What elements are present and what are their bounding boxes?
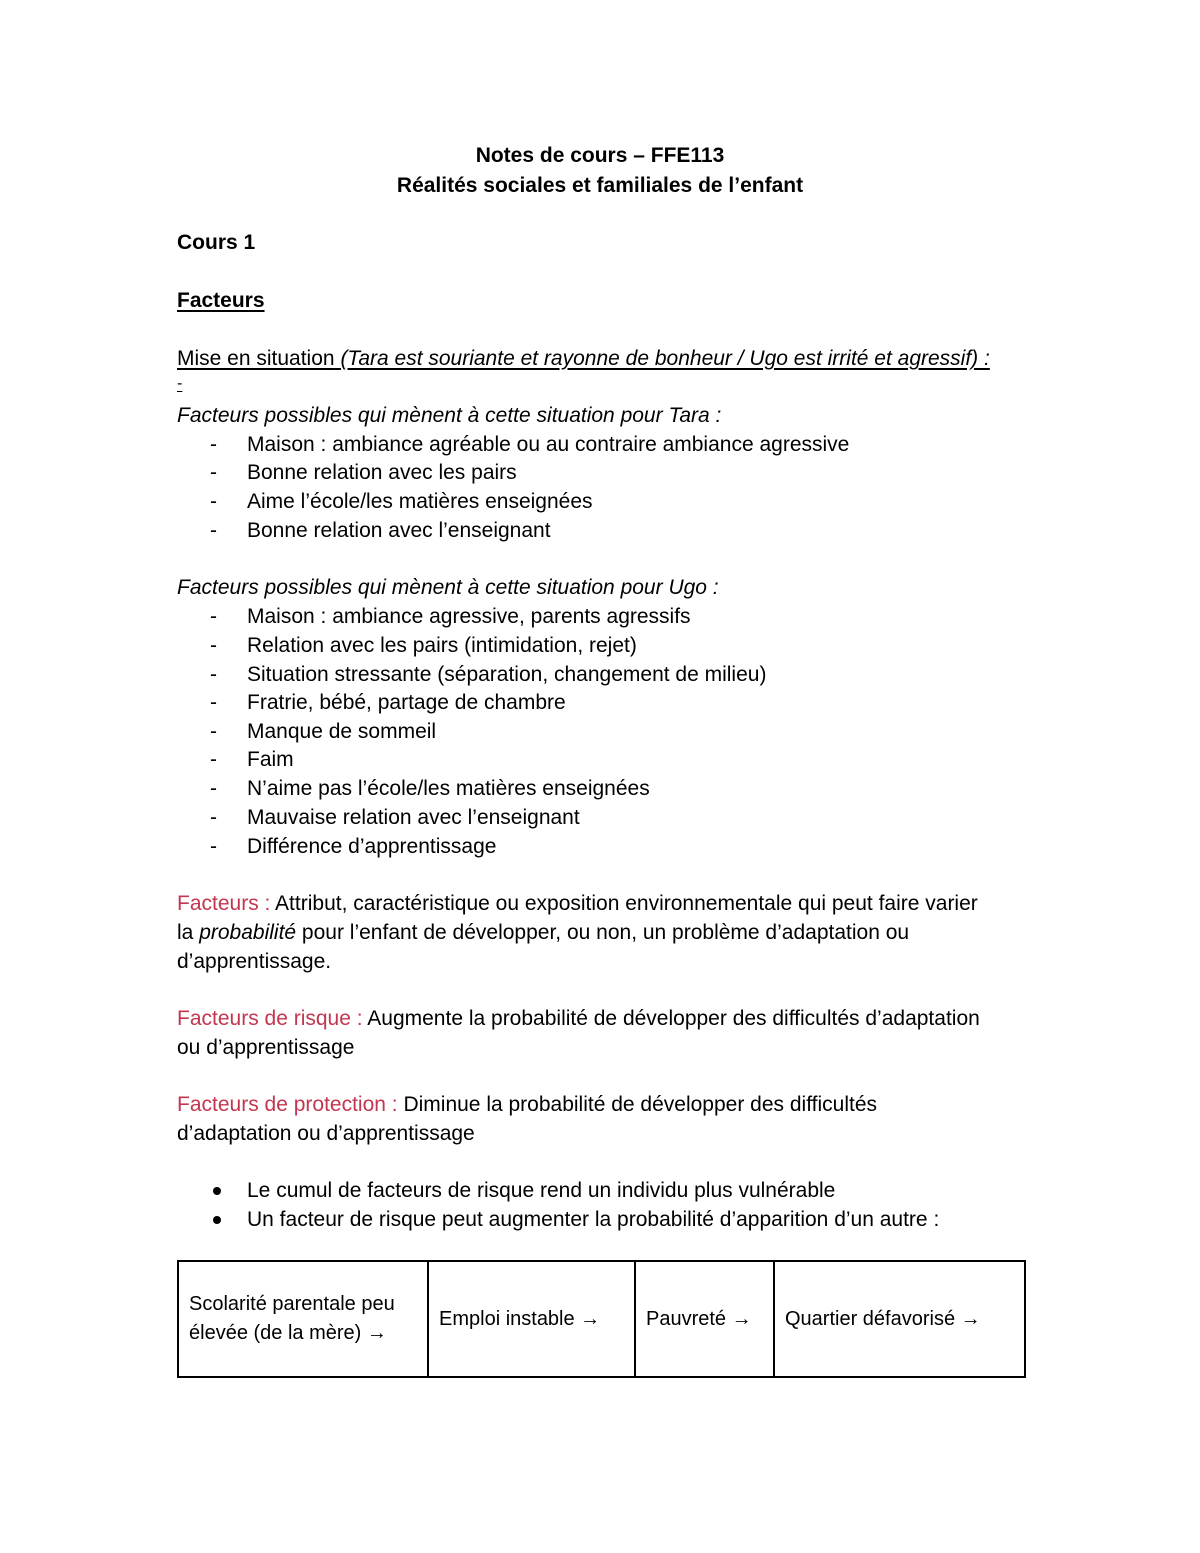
term-facteurs: Facteurs : <box>177 892 271 915</box>
table-cell <box>774 1261 1025 1377</box>
list-dash: - <box>210 777 217 800</box>
definition-protection-line2: d’adaptation ou d’apprentissage <box>177 1122 475 1145</box>
section-title: Facteurs <box>177 289 265 312</box>
mise-label: Mise en situation <box>177 347 335 370</box>
definition-risque-line2: ou d’apprentissage <box>177 1036 355 1059</box>
doc-title-line2: Réalités sociales et familiales de l’enfant <box>396 174 804 197</box>
list-item: Maison : ambiance agréable ou au contraire ambiance agressive <box>247 433 850 456</box>
list-item: Fratrie, bébé, partage de chambre <box>247 691 566 714</box>
list-item: Aime l’école/les matières enseignées <box>247 490 593 513</box>
list-dash: - <box>210 490 217 513</box>
list-item: Situation stressante (séparation, changement de milieu) <box>247 663 767 686</box>
list-item: Manque de sommeil <box>247 720 437 743</box>
definition-protection-line1 <box>177 1092 877 1117</box>
list-dash: - <box>210 663 217 686</box>
definition-text: la <box>177 921 200 944</box>
term-facteurs-de-protection: Facteurs de protection : <box>177 1093 398 1116</box>
list-item: Bonne relation avec l’enseignant <box>247 519 551 542</box>
list-item: Différence d’apprentissage <box>247 835 497 858</box>
list-item: Mauvaise relation avec l’enseignant <box>247 806 580 829</box>
cell-text: élevée (de la mère) → <box>189 1322 387 1344</box>
list-dash: - <box>210 720 217 743</box>
cell-text: Pauvreté → <box>646 1307 752 1330</box>
list-dash: - <box>210 691 217 714</box>
list-dash: - <box>210 748 217 771</box>
list-item: N’aime pas l’école/les matières enseignées <box>247 777 650 800</box>
definition-text: Augmente la probabilité de développer des difficultés d’adaptation <box>362 1007 980 1030</box>
mise-en-situation <box>177 346 990 371</box>
ugo-heading: Facteurs possibles qui mènent à cette situation pour Ugo : <box>177 576 719 599</box>
list-dash: - <box>210 433 217 456</box>
list-item: Bonne relation avec les pairs <box>247 461 517 484</box>
definition-risque-line1 <box>177 1006 980 1031</box>
definition-facteurs-line2 <box>177 920 909 945</box>
table-cell <box>635 1261 774 1377</box>
definition-facteurs-line3: d’apprentissage. <box>177 950 332 973</box>
list-dash: - <box>210 461 217 484</box>
term-facteurs-de-risque: Facteurs de risque : <box>177 1007 363 1030</box>
cell-text: Emploi instable → <box>439 1307 601 1330</box>
list-item: Relation avec les pairs (intimidation, rejet) <box>247 634 637 657</box>
definition-text: Diminue la probabilité de développer des difficultés <box>397 1093 878 1116</box>
tara-heading: Facteurs possibles qui mènent à cette situation pour Tara : <box>177 404 722 427</box>
definition-text: Attribut, caractéristique ou exposition environnementale qui peut faire varier <box>270 892 978 915</box>
doc-title-line1: Notes de cours – FFE113 <box>475 144 725 167</box>
definition-facteurs-line1 <box>177 891 978 916</box>
emphasis-probabilite: probabilité <box>199 921 297 944</box>
bullet-dot <box>213 1216 221 1224</box>
list-dash: - <box>210 835 217 858</box>
list-item: Faim <box>247 748 294 771</box>
stray-mark: - <box>177 375 183 392</box>
list-dash: - <box>210 634 217 657</box>
bullet-item: Un facteur de risque peut augmenter la probabilité d’apparition d’un autre : <box>247 1208 940 1231</box>
risk-chain-table <box>177 1260 1026 1378</box>
cell-text: Quartier défavorisé → <box>785 1307 981 1330</box>
list-dash: - <box>210 605 217 628</box>
table-cell <box>428 1261 635 1377</box>
table-cell <box>178 1261 428 1377</box>
bullet-item: Le cumul de facteurs de risque rend un individu plus vulnérable <box>247 1179 836 1202</box>
cell-text: Scolarité parentale peu <box>189 1293 395 1315</box>
list-dash: - <box>210 806 217 829</box>
definition-text: pour l’enfant de développer, ou non, un problème d’adaptation ou <box>296 921 910 944</box>
table-row <box>178 1261 1025 1377</box>
course-label: Cours 1 <box>177 231 256 254</box>
list-item: Maison : ambiance agressive, parents agressifs <box>247 605 691 628</box>
mise-scenario: (Tara est souriante et rayonne de bonheur / Ugo est irrité et agressif) : <box>340 347 990 370</box>
bullet-dot <box>213 1187 221 1195</box>
list-dash: - <box>210 519 217 542</box>
